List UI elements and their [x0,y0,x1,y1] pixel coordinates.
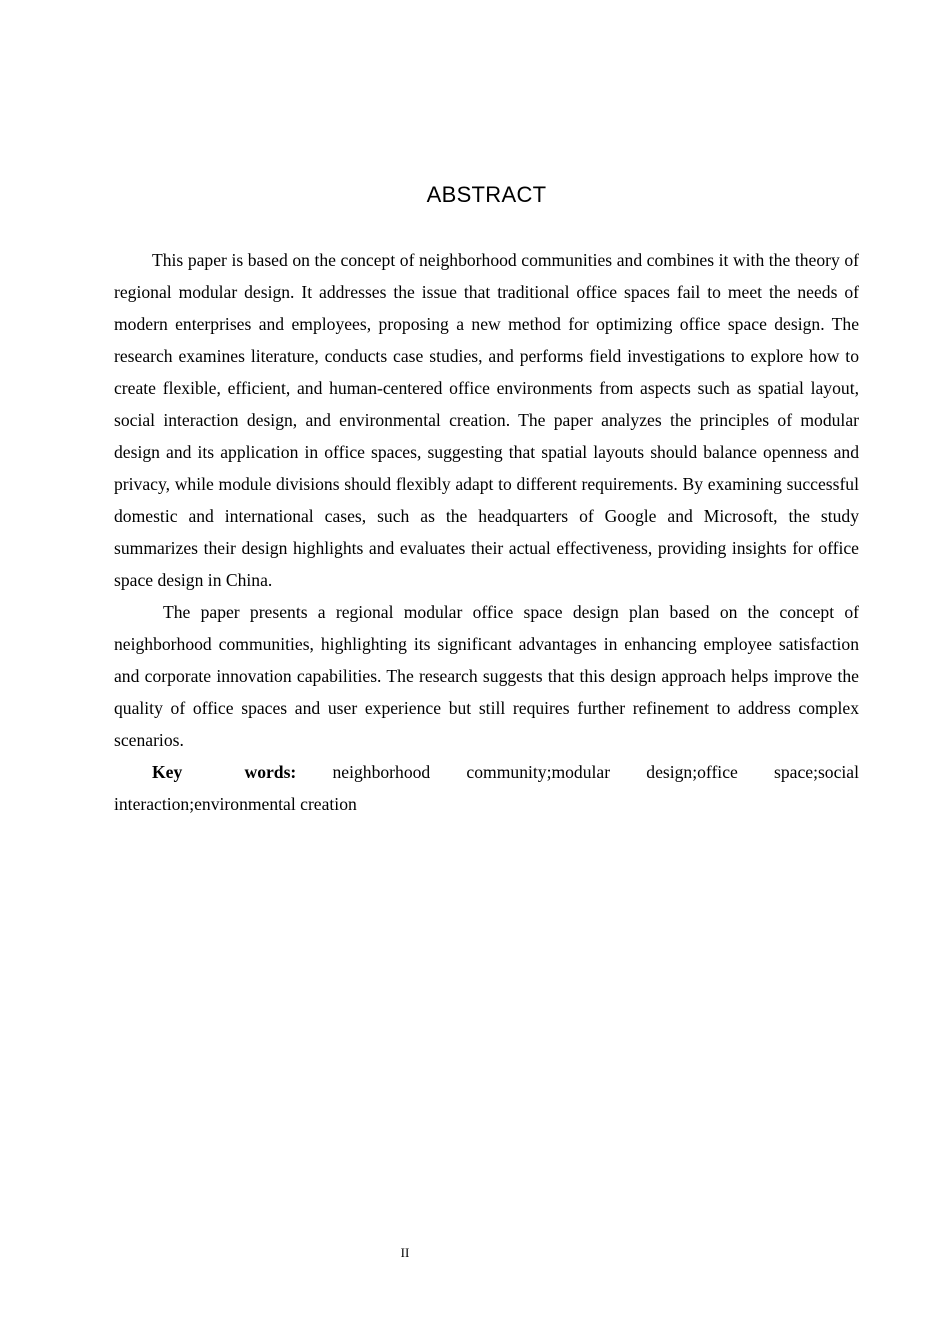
abstract-paragraph-2: The paper presents a regional modular office space design plan based on the concept of neighborhood communities, highlighting its significant advantages in enhancing employee satisfaction and corporate innovation capabilities. The research suggests that this design approach helps improve the quality of office spaces and user experience but still requires further refinement to address complex scenarios. [114,602,859,750]
abstract-title: ABSTRACT [426,182,547,207]
keywords-text: neighborhood community;modular design;office space;social interaction;environmental creation [114,762,859,814]
keywords-line [114,756,859,820]
keywords-label: Key words: [152,762,297,782]
abstract-paragraph-1: This paper is based on the concept of neighborhood communities and combines it with the theory of regional modular design. It addresses the issue that traditional office spaces fail to meet the needs of modern enterprises and employees, proposing a new method for optimizing office space design. The research examines literature, conducts case studies, and performs field investigations to explore how to create flexible, efficient, and human-centered office environments from aspects such as spatial layout, social interaction design, and environmental creation. The paper analyzes the principles of modular design and its application in office spaces, suggesting that spatial layouts should balance openness and privacy, while module divisions should flexibly adapt to different requirements. By examining successful domestic and international cases, such as the headquarters of Google and Microsoft, the study summarizes their design highlights and evaluates their actual effectiveness, providing insights for office space design in China. [114,250,859,590]
page-number: II [400,1245,410,1260]
abstract-body [114,244,859,820]
